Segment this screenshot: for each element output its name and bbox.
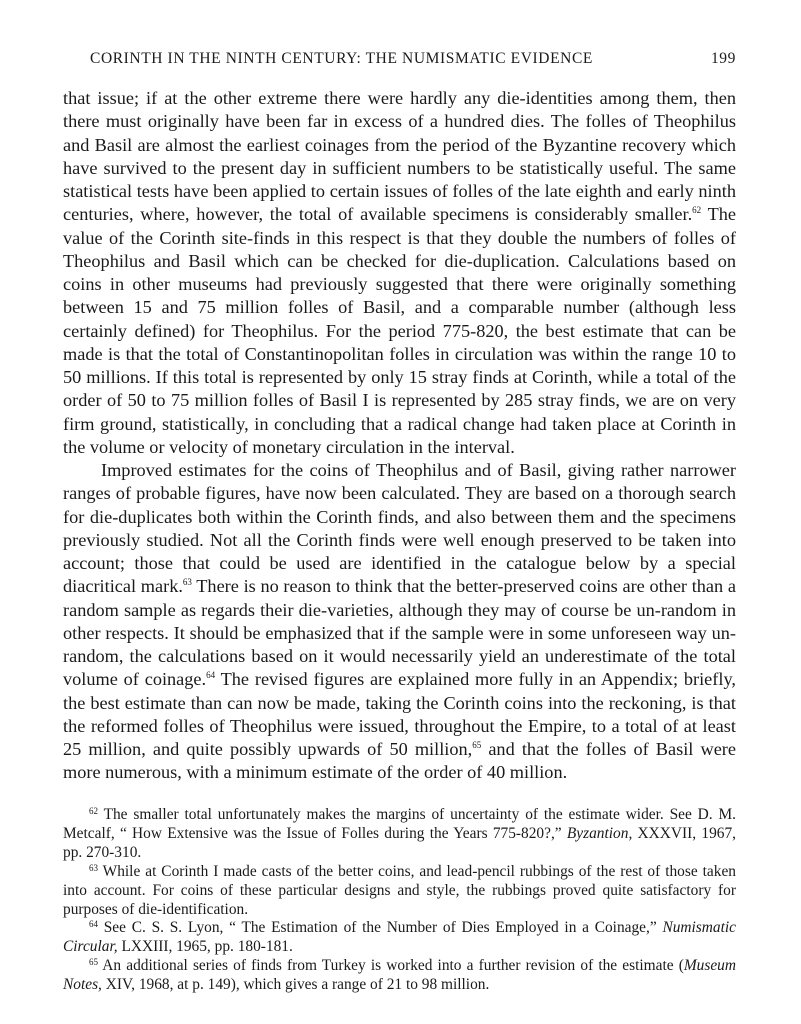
footnote-ref-65: 65 xyxy=(472,740,482,750)
footnote-ref-62: 62 xyxy=(692,205,702,216)
footnote-text: XIV, 1968, at p. 149), which gives a range of 21 to 98 million. xyxy=(101,976,490,994)
paragraph-text: and that the folles of Basil were more numerous, with a minimum estimate of the order of 40 million. xyxy=(63,739,737,783)
footnote-journal: Museum Notes, xyxy=(63,957,736,994)
footnote-text: See C. S. S. Lyon, “ The Estimation of the Number of Dies Employed in a Coinage,” xyxy=(98,919,663,937)
paragraph-text: that issue; if at the other extreme there were hardly any die-identities among them, then there must originally have been far in excess of a hundred dies. The folles of Theophilus and Basil are almost the earliest coinages from the period of the Byzantine recovery which have survived to the present day in sufficient numbers to be statistically useful. The same statistical tests have been applied to certain issues of folles of the late eighth and early ninth centuries, where, however, the total of available specimens is considerably smaller. xyxy=(63,88,736,225)
footnote-number: 65 xyxy=(89,957,98,968)
footnote-journal: Byzantion, xyxy=(566,824,633,842)
page-number: 199 xyxy=(710,50,736,67)
footnote-text: An additional series of finds from Turkey is worked into a further revision of the estimate ( xyxy=(98,957,684,975)
footnote-number: 63 xyxy=(89,862,98,873)
footnote-63 xyxy=(63,863,736,920)
footnote-text: LXXIII, 1965, pp. 180-181. xyxy=(117,938,293,956)
footnote-text: XXXVII, 1967, pp. 270-310. xyxy=(63,824,736,861)
running-title: CORINTH IN THE NINTH CENTURY: THE NUMISMATIC EVIDENCE xyxy=(90,50,593,67)
paragraph-text: The revised figures are explained more fully in an Appendix; briefly, the best estimate than can now be made, taking the Corinth coins into the reckoning, is that the reformed folles of Theophilus were issued, throughout the Empire, to a total of at least 25 million, and quite possibly upwards of 50 million, xyxy=(63,669,736,759)
paragraph-text: There is no reason to think that the better-preserved coins are other than a random sample as regards their die-varieties, although they may of course be un-random in other respects. It should be emphasized that if the sample were in some unforeseen way un-random, the calculations based on it would necessarily yield an underestimate of the total volume of coinage. xyxy=(63,576,736,690)
footnote-number: 62 xyxy=(89,806,98,816)
footnotes xyxy=(63,806,736,995)
paragraph-text: The value of the Corinth site-finds in this respect is that they double the numbers of folles of Theophilus and Basil which can be checked for die-duplication. Calculations based on coins in other museums had previously suggested that there were originally something between 15 and 75 million folles of Basil, and a comparable number (although less certainly defined) for Theophilus. For the period 775-820, the best estimate that can be made is that the total of Constantinopolitan folles in circulation was within the range 10 to 50 millions. If this total is represented by only 15 stray finds at Corinth, while a total of the order of 50 to 75 million folles of Basil I is represented by 285 stray finds, we are on very firm ground, statistically, in concluding that a radical change had taken place at Corinth in the volume or velocity of monetary circulation in the interval. xyxy=(63,204,736,457)
footnote-journal: Numismatic Circular, xyxy=(63,919,736,956)
paragraph-1 xyxy=(63,87,736,459)
footnote-text: While at Corinth I made casts of the better coins, and lead-pencil rubbings of the rest of those taken into account. For coins of these particular designs and style, the rubbings proved quite satisfactory for purposes of die-identification. xyxy=(63,862,736,918)
footnote-62 xyxy=(63,806,736,863)
footnote-text: The smaller total unfortunately makes the margins of uncertainty of the estimate wider. See D. M. Metcalf, “ How Extensive was the Issue of Folles during the Years 775-820?,” xyxy=(63,806,736,842)
footnote-number: 64 xyxy=(89,919,98,930)
footnote-65 xyxy=(63,957,736,995)
footnote-ref-63: 63 xyxy=(182,577,192,588)
main-text xyxy=(63,87,736,785)
footnote-ref-64: 64 xyxy=(206,670,216,681)
footnote-64 xyxy=(63,919,736,957)
paragraph-text: Improved estimates for the coins of Theophilus and of Basil, giving rather narrower ranges of probable figures, have now been calculated. They are based on a thorough search for die-duplicates both within the Corinth finds, and also between them and the specimens previously studied. Not all the Corinth finds were well enough preserved to be taken into account; those that could be used are identified in the catalogue below by a special diacritical mark. xyxy=(63,460,736,597)
paragraph-2 xyxy=(63,459,736,785)
